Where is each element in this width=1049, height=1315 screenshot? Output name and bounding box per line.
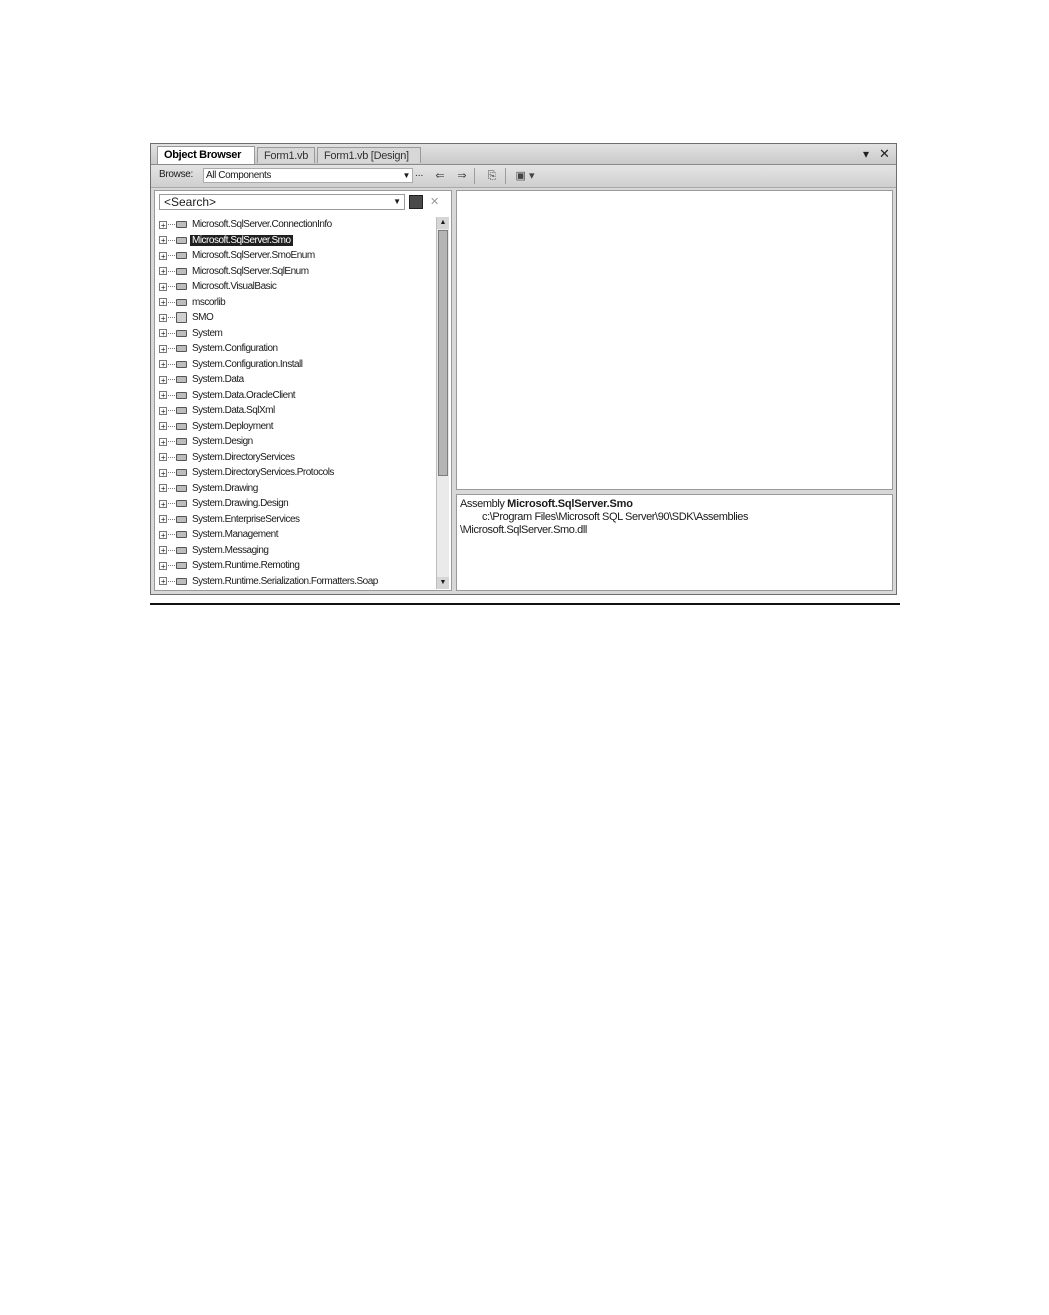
close-icon[interactable]: ✕ (879, 146, 890, 161)
tree-connector (168, 488, 175, 489)
browser-settings-icon[interactable]: ▣ ▾ (515, 170, 535, 182)
assembly-icon (176, 345, 187, 352)
expand-plus-icon[interactable]: + (160, 530, 166, 540)
tree-item[interactable] (159, 496, 437, 512)
expand-plus-icon[interactable]: + (160, 499, 166, 509)
clear-search-icon[interactable]: ✕ (430, 196, 440, 208)
tree-connector (168, 255, 175, 256)
window-position-icon[interactable]: ▾ (863, 147, 870, 161)
tree-connector (168, 410, 175, 411)
tree-connector (168, 472, 175, 473)
tree-connector (168, 519, 175, 520)
edit-custom-component-set-button[interactable]: ... (415, 168, 424, 179)
assembly-icon (176, 578, 187, 585)
tree-item-label: System.Messaging (192, 544, 269, 556)
assembly-icon (176, 562, 187, 569)
tree-connector (168, 395, 175, 396)
assembly-icon (176, 392, 187, 399)
tree-item-label: System.Data.SqlXml (192, 405, 275, 416)
tree-item-label: System.Design (192, 436, 253, 447)
assembly-icon (176, 454, 187, 461)
expand-plus-icon[interactable]: + (160, 484, 166, 493)
vertical-scrollbar[interactable] (436, 217, 449, 589)
tree-item[interactable] (159, 450, 437, 466)
expand-plus-icon[interactable]: + (160, 298, 166, 307)
expand-plus-icon[interactable]: + (160, 313, 166, 323)
tree-item-label: Microsoft.SqlServer.SqlEnum (192, 265, 309, 277)
tree-item[interactable] (159, 574, 437, 590)
details-assembly-name: Microsoft.SqlServer.Smo (507, 498, 633, 510)
tree-item-label: System.DirectoryServices (192, 451, 295, 463)
tree-item[interactable] (159, 481, 437, 497)
expand-plus-icon[interactable]: + (160, 468, 166, 478)
project-icon (176, 312, 187, 323)
assembly-icon (176, 423, 187, 430)
tree-item[interactable] (159, 264, 437, 280)
assembly-icon (176, 516, 187, 523)
scroll-down-icon[interactable]: ▼ (437, 577, 449, 589)
assembly-icon (176, 221, 187, 228)
expand-plus-icon[interactable]: + (160, 375, 166, 385)
forward-arrow-icon[interactable]: ⇒ (457, 170, 467, 182)
tree-connector (168, 317, 175, 318)
tree-item-label: System.Management (192, 529, 278, 540)
expand-plus-icon[interactable]: + (160, 220, 166, 230)
search-input[interactable] (159, 194, 405, 210)
tree-item[interactable] (159, 512, 437, 528)
toolbar-separator (474, 168, 475, 184)
expand-plus-icon[interactable]: + (160, 267, 166, 276)
tree-item[interactable] (159, 465, 437, 481)
tree-item[interactable] (159, 372, 437, 388)
tree-item[interactable] (159, 543, 437, 559)
tree-connector (168, 224, 175, 225)
assembly-icon (176, 531, 187, 538)
browse-label: Browse: (159, 169, 194, 180)
details-path-line-1: c:\Program Files\Microsoft SQL Server\90\SDK\Assemblies (482, 511, 749, 523)
tree-connector (168, 364, 175, 365)
browse-scope-select[interactable] (203, 168, 413, 183)
tree-item-label: Microsoft.SqlServer.SmoEnum (192, 250, 315, 261)
toolbar-separator (505, 168, 506, 184)
object-browser-toolbar (151, 165, 896, 188)
expand-plus-icon[interactable]: + (160, 282, 166, 292)
tree-connector (168, 581, 175, 582)
tree-item-label: System.Data.OracleClient (192, 389, 296, 401)
assembly-icon (176, 547, 187, 554)
expand-plus-icon[interactable]: + (160, 329, 166, 338)
tree-item[interactable] (159, 326, 437, 342)
assembly-icon (176, 268, 187, 275)
tree-item-label: Microsoft.SqlServer.Smo (192, 234, 291, 246)
tree-item-label: System.Drawing.Design (192, 498, 289, 509)
assembly-icon (176, 469, 187, 476)
tree-item[interactable] (159, 558, 437, 574)
tree-item-label: mscorlib (192, 296, 226, 308)
tree-item[interactable] (159, 279, 437, 295)
scroll-up-icon[interactable]: ▲ (437, 217, 449, 229)
tree-item[interactable] (159, 233, 437, 249)
tree-connector (168, 426, 175, 427)
tree-connector (168, 240, 175, 241)
assembly-icon (176, 376, 187, 383)
expand-plus-icon[interactable]: + (160, 344, 166, 354)
tree-item[interactable] (159, 388, 437, 404)
tree-item-label: System (192, 327, 223, 339)
tree-item[interactable] (159, 310, 437, 326)
figure-rule (150, 603, 900, 605)
tree-connector (168, 271, 175, 272)
tree-connector (168, 441, 175, 442)
assembly-icon (176, 438, 187, 445)
tree-item[interactable] (159, 341, 437, 357)
objects-pane (154, 190, 452, 591)
expand-plus-icon[interactable]: + (160, 453, 166, 462)
expand-plus-icon[interactable]: + (160, 561, 166, 571)
tree-connector (168, 534, 175, 535)
tree-item-label: Microsoft.VisualBasic (192, 281, 277, 292)
expand-plus-icon[interactable]: + (160, 406, 166, 416)
tree-item-label: SMO (192, 312, 214, 323)
expand-plus-icon[interactable]: + (160, 251, 166, 261)
expand-plus-icon[interactable]: + (160, 391, 166, 400)
tree-item-label: System.DirectoryServices.Protocols (192, 467, 334, 478)
assembly-icon (176, 283, 187, 290)
chevron-down-icon[interactable]: ▼ (393, 197, 401, 206)
assembly-icon (176, 485, 187, 492)
tree-item[interactable] (159, 357, 437, 373)
tree-item-label: System.Configuration.Install (192, 358, 303, 370)
tree-item-label: System.Configuration (192, 343, 278, 354)
tree-connector (168, 565, 175, 566)
description-pane (456, 494, 893, 591)
tree-item-label: System.Data (192, 374, 244, 385)
tree-item[interactable] (159, 419, 437, 435)
details-prefix: Assembly (460, 498, 505, 510)
tab-form1-vb-design[interactable]: Form1.vb [Design] (317, 147, 421, 163)
search-icon[interactable] (409, 195, 423, 209)
tree-item[interactable] (159, 434, 437, 450)
tree-connector (168, 348, 175, 349)
tree-connector (168, 286, 175, 287)
details-path-line-2: \Microsoft.SqlServer.Smo.dll (460, 524, 587, 536)
tree-item-label: Microsoft.SqlServer.ConnectionInfo (192, 219, 332, 230)
assembly-icon (176, 500, 187, 507)
assembly-icon (176, 237, 187, 244)
object-browser-window (150, 143, 897, 595)
search-placeholder: <Search> (164, 195, 217, 209)
assembly-icon (176, 252, 187, 259)
assembly-icon (176, 330, 187, 337)
assembly-icon (176, 407, 187, 414)
tab-object-browser[interactable]: Object Browser (157, 146, 255, 164)
expand-plus-icon[interactable]: + (160, 577, 166, 586)
tree-connector (168, 379, 175, 380)
tree-item-label: System.EnterpriseServices (192, 513, 300, 525)
tree-connector (168, 302, 175, 303)
expand-plus-icon[interactable]: + (160, 437, 166, 447)
expand-plus-icon[interactable]: + (160, 236, 166, 245)
tab-form1-vb[interactable]: Form1.vb (257, 147, 315, 163)
tree-item[interactable] (159, 217, 437, 233)
expand-plus-icon[interactable]: + (160, 360, 166, 369)
tree-item-label: System.Runtime.Serialization.Formatters.Soap (192, 575, 378, 587)
tree-item[interactable] (159, 527, 437, 543)
tree-connector (168, 457, 175, 458)
tree-item[interactable] (159, 295, 437, 311)
object-tree (159, 217, 437, 589)
tree-connector (168, 503, 175, 504)
tree-item-label: System.Deployment (192, 420, 273, 432)
assembly-icon (176, 361, 187, 368)
chevron-down-icon: ▼ (402, 171, 410, 180)
scroll-thumb[interactable] (438, 230, 448, 476)
browse-scope-value: All Components (206, 170, 271, 181)
tree-connector (168, 550, 175, 551)
assembly-icon (176, 299, 187, 306)
tree-item[interactable] (159, 403, 437, 419)
expand-plus-icon[interactable]: + (160, 546, 166, 555)
members-pane[interactable] (456, 190, 893, 490)
back-arrow-icon[interactable]: ⇐ (435, 170, 445, 182)
tree-item-label: System.Drawing (192, 482, 258, 494)
expand-plus-icon[interactable]: + (160, 515, 166, 524)
tree-connector (168, 333, 175, 334)
tree-item[interactable] (159, 248, 437, 264)
expand-plus-icon[interactable]: + (160, 422, 166, 431)
document-tab-strip (151, 144, 896, 165)
tree-item-label: System.Runtime.Remoting (192, 560, 300, 571)
add-reference-icon[interactable]: ⎘ (487, 170, 497, 182)
